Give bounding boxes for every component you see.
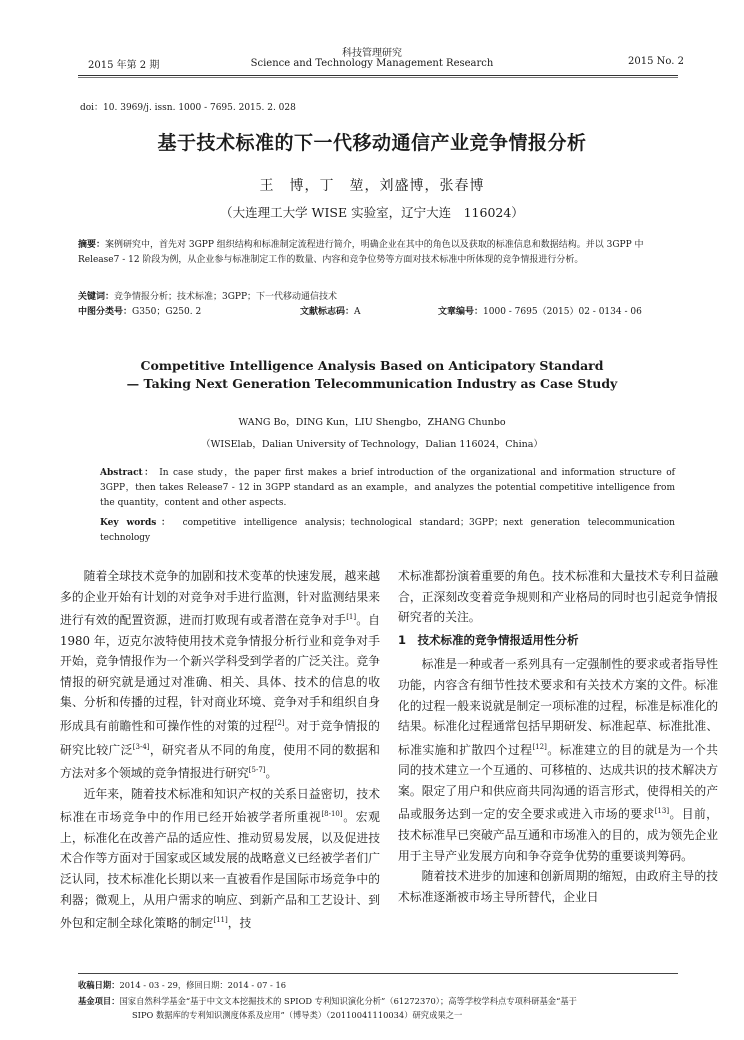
abstract-cn-text: 案例研究中，首先对 3GPP 组织结构和标准制定流程进行简介，明确企业在其中的角色以及获取的标准信息和数据结构。并以 3GPP 中 Release7 - 12 阶段为例，从企业参与标准制定工作的数量、内容和竞争位势等方面对技术标准中所体现的竞争情报进行分析。 (78, 240, 644, 265)
clc-label: 中图分类号： (78, 307, 133, 317)
doc-code-value: A (354, 307, 361, 317)
doc-code-label: 文献标志码： (300, 307, 355, 317)
journal-name-en: Science and Technology Management Research (250, 58, 494, 69)
keywords-cn-label: 关键词： (78, 292, 115, 302)
citation: [8-10] (321, 810, 343, 819)
affiliation-cn: （大连理工大学 WISE 实验室，辽宁大连 116024） (220, 205, 524, 220)
body-paragraph: 标准是一种或者一系列具有一定强制性的要求或者指导性功能，内容含有细节性技术要求和有关技术方案的文件。标准化的过程一般来说就是制定一项标准的过程，标准是标准化的结果。标准化过程通常包括早期研发、标准起草、标准批准、标准实施和扩散四个过程[12]。标准建立的目的就是为一个共同的技术建立一个互通的、可移植的、达成共识的技术解决方案。限定了用户和供应商共同沟通的语言形式，使得相关的产品或服务达到一定的安全要求或进入市场的要求[13]。目前，技术标准早已突破产品互通和市场准入的目的，成为领先企业用于主导产业发展方向和争夺竞争优势的重要谈判筹码。 (398, 657, 718, 863)
abstract-cn (78, 238, 678, 268)
article-number (438, 305, 678, 320)
keywords-cn-text: 竞争情报分析；技术标准；3GPP；下一代移动通信技术 (114, 292, 338, 302)
abstract-en-label: Abstract： (100, 468, 155, 478)
clc-value: G350；G250. 2 (132, 307, 202, 317)
abstract-en (100, 466, 675, 511)
section-number: 1 (398, 632, 407, 647)
paper-title-cn: 基于技术标准的下一代移动通信产业竞争情报分析 (157, 132, 587, 154)
citation: [1] (346, 613, 357, 622)
footnote-fund-cont: SIPO 数据库的专利知识测度体系及应用”（博导类）（20110041110034）研究成果之一 (132, 1010, 463, 1020)
authors-cn: 王 博，丁 堃，刘盛博，张春博 (259, 178, 485, 194)
header-rule-thin (78, 77, 678, 78)
doc-code (300, 305, 450, 320)
footnote-received (78, 978, 678, 992)
fund-label: 基金项目： (78, 996, 120, 1006)
citation: [5-7] (248, 766, 266, 775)
header-left: 2015 年第 2 期 (88, 60, 160, 71)
citation: [13] (654, 807, 670, 816)
citation: [3-4] (132, 742, 150, 751)
article-number-value: 1000 - 7695（2015）02 - 0134 - 06 (483, 307, 642, 317)
paper-title-en-line1: Competitive Intelligence Analysis Based on Anticipatory Standard (140, 358, 604, 373)
header-right: 2015 No. 2 (628, 56, 684, 67)
citation: [12] (532, 742, 547, 751)
body-paragraph: 近年来，随着技术标准和知识产权的关系日益密切，技术标准在市场竞争中的作用已经开始被学者所重视[8-10]。宏观上，标准化在改善产品的适应性、推动贸易发展，以及促进技术合作等方面对于国家或区域发展的战略意义已经被学者们广泛认同，技术标准化长期以来一直被看作是国际市场竞争中的利器；微观上，从用户需求的响应、到新产品和工艺设计、到外包和定制全球化策略的制定[11]，技 (60, 786, 380, 931)
body-paragraph: 随着技术进步的加速和创新周期的缩短，由政府主导的技术标准逐渐被市场主导所替代，企业日 (398, 869, 718, 904)
abstract-en-text: In case study，the paper first makes a brief introduction of the organizational and information structure of 3GPP，then takes Release7 - 12 in 3GPP standard as an example，and analyzes the potential competitive intelligence from the quantity，content and other aspects. (100, 468, 675, 508)
authors-en: WANG Bo，DING Kun，LIU Shengbo，ZHANG Chunbo (238, 417, 506, 428)
keywords-en-text: competitive intelligence analysis；technological standard；3GPP；next generation telecommunication technology (100, 518, 675, 543)
article-number-label: 文章编号： (438, 307, 484, 317)
body-left-column (60, 566, 380, 934)
affiliation-en: （WISElab，Dalian University of Technology，Dalian 116024，China） (201, 439, 543, 450)
fund-value: 国家自然科学基金“基于中文文本挖掘技术的 SPIOD 专利知识演化分析”（61272370）；高等学校学科点专项科研基金“基于 (119, 996, 577, 1006)
footnote-rule (78, 973, 678, 974)
keywords-en-label: Key words： (100, 518, 175, 528)
abstract-cn-label: 摘要： (78, 240, 106, 250)
footnote-fund (78, 994, 678, 1008)
section-title: 技术标准的竞争情报适用性分析 (417, 632, 579, 647)
received-value: 2014 - 03 - 29，修回日期：2014 - 07 - 16 (119, 980, 287, 990)
keywords-en (100, 516, 675, 546)
keywords-cn (78, 290, 678, 305)
paper-title-en-line2: — Taking Next Generation Telecommunication Industry as Case Study (126, 376, 618, 391)
body-paragraph: 随着全球技术竞争的加剧和技术变革的快速发展，越来越多的企业开始有计划的对竞争对手进行监测，针对监测结果来进行有效的配置资源，进而打败现有或者潜在竞争对手[1]。自 1980 年，迈克尔波特使用技术竞争情报分析行业和竞争对手开始，竞争情报作为一个新兴学科受到学者的广泛关注。竞争情报的研究就是通过对准确、相关、具体、技术的信息的收集、分析和传播的过程，针对商业环境、竞争对手和组织自身形成具有前瞻性和可操作性的对策的过程[2]。对于竞争情报的研究比较广泛[3-4]，研究者从不同的角度，使用不同的数据和方法对多个领域的竞争情报进行研究[5-7]。 (60, 569, 380, 781)
body-paragraph: 术标准都扮演着重要的角色。技术标准和大量技术专利日益融合，正深刻改变着竞争规则和产业格局的同时也引起竞争情报研究者的关注。 (398, 569, 718, 625)
section-heading (398, 630, 718, 651)
received-label: 收稿日期： (78, 980, 120, 990)
journal-name-cn: 科技管理研究 (342, 48, 402, 59)
citation: [2] (274, 719, 285, 728)
citation: [11] (213, 916, 228, 925)
header-rule (78, 75, 678, 76)
doi: doi：10. 3969/j. issn. 1000 - 7695. 2015. 2. 028 (80, 103, 296, 113)
body-right-column (398, 566, 718, 907)
